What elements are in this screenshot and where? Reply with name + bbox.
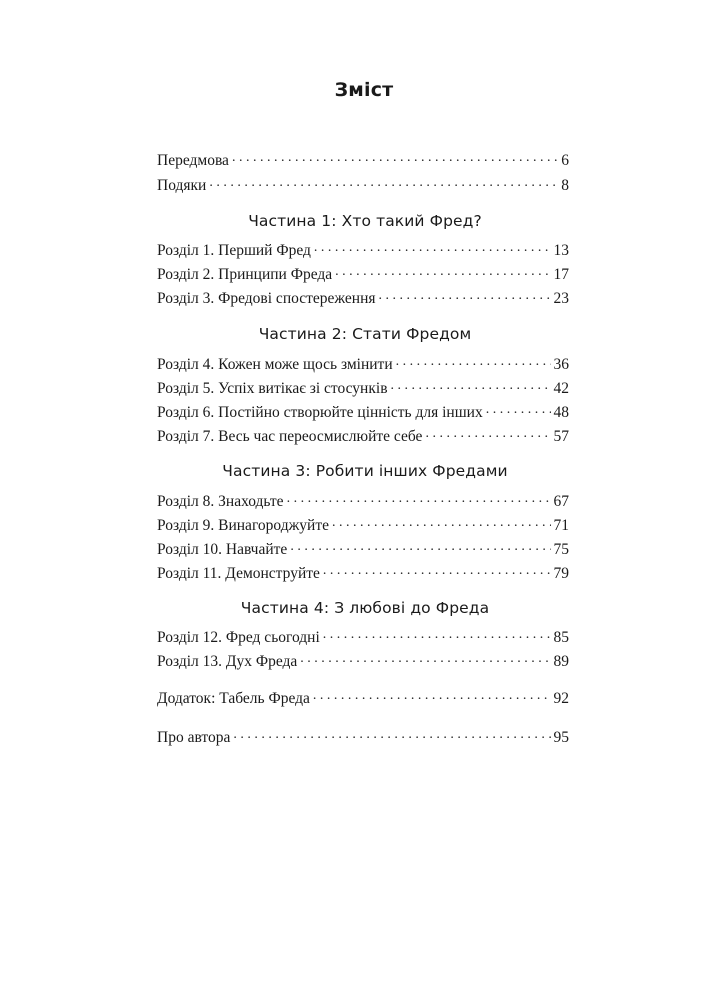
- toc-entry-page: 17: [553, 266, 569, 283]
- toc-entry-page: 79: [553, 565, 569, 582]
- toc-entry: [157, 540, 569, 559]
- toc-entry-label: Розділ 1. Перший Фред: [157, 242, 311, 259]
- part-heading-3: Частина 3: Робити інших Фредами: [222, 462, 508, 480]
- toc-entry-label: Розділ 6. Постійно створюйте цінність для інших: [157, 404, 483, 421]
- toc-entry-page: 85: [553, 629, 569, 646]
- dot-leader: [314, 241, 551, 255]
- toc-entry: [157, 564, 569, 583]
- toc-entry: [157, 628, 569, 647]
- dot-leader: [313, 689, 551, 703]
- toc-entry: [157, 516, 569, 535]
- toc-entry-foreword: [157, 151, 569, 170]
- dot-leader: [287, 492, 551, 506]
- dot-leader: [323, 564, 551, 578]
- toc-entry: [157, 289, 569, 308]
- toc-entry-label: Додаток: Табель Фреда: [157, 690, 310, 707]
- part-heading-2: Частина 2: Стати Фредом: [258, 325, 472, 343]
- toc-entry: [157, 355, 569, 374]
- dot-leader: [232, 151, 558, 165]
- dot-leader: [335, 265, 550, 279]
- toc-entry-about-author: [157, 728, 569, 747]
- toc-entry-appendix: [157, 689, 569, 708]
- toc-entry-label: Передмова: [157, 152, 229, 169]
- toc-entry-acknowledgements: [157, 176, 569, 195]
- part-heading-4: Частина 4: З любові до Фреда: [240, 599, 490, 617]
- dot-leader: [300, 652, 550, 666]
- dot-leader: [425, 427, 550, 441]
- toc-entry: [157, 403, 569, 422]
- toc-entry: [157, 379, 569, 398]
- toc-entry-page: 67: [553, 493, 569, 510]
- toc-entry: [157, 427, 569, 446]
- dot-leader: [323, 628, 551, 642]
- dot-leader: [332, 516, 550, 530]
- toc-entry-page: 92: [553, 690, 569, 707]
- toc-entry-label: Розділ 7. Весь час переосмислюйте себе: [157, 428, 423, 445]
- toc-entry-page: 48: [553, 404, 569, 421]
- toc-entry-page: 23: [553, 290, 569, 307]
- toc-entry-page: 8: [561, 177, 569, 194]
- toc-entry: [157, 265, 569, 284]
- toc-entry-label: Розділ 9. Винагороджуйте: [157, 517, 330, 534]
- toc-entry-label: Розділ 4. Кожен може щось змінити: [157, 356, 393, 373]
- toc-entry-label: Розділ 13. Дух Фреда: [157, 653, 298, 670]
- dot-leader: [396, 355, 551, 369]
- toc-entry-page: 71: [553, 517, 569, 534]
- page-title: Зміст: [334, 79, 394, 101]
- toc-entry-label: Розділ 8. Знаходьте: [157, 493, 284, 510]
- dot-leader: [391, 379, 551, 393]
- toc-entry-page: 6: [561, 152, 569, 169]
- toc-entry-label: Розділ 10. Навчайте: [157, 541, 288, 558]
- toc-entry-page: 42: [553, 380, 569, 397]
- toc-entry-label: Розділ 2. Принципи Фреда: [157, 266, 333, 283]
- dot-leader: [486, 403, 551, 417]
- toc-entry-label: Розділ 11. Демонструйте: [157, 565, 320, 582]
- toc-entry-page: 95: [553, 729, 569, 746]
- toc-entry-page: 89: [553, 653, 569, 670]
- dot-leader: [209, 176, 558, 190]
- toc-entry-page: 36: [553, 356, 569, 373]
- toc-entry: [157, 492, 569, 511]
- toc-entry: [157, 652, 569, 671]
- toc-entry-label: Розділ 5. Успіх витікає зі стосунків: [157, 380, 388, 397]
- toc-entry-page: 75: [553, 541, 569, 558]
- toc-entry: [157, 241, 569, 260]
- dot-leader: [290, 540, 550, 554]
- dot-leader: [379, 289, 551, 303]
- toc-entry-label: Про автора: [157, 729, 231, 746]
- part-heading-1: Частина 1: Хто такий Фред?: [248, 212, 482, 230]
- toc-entry-page: 13: [553, 242, 569, 259]
- toc-entry-label: Розділ 3. Фредові спостереження: [157, 290, 376, 307]
- dot-leader: [233, 728, 550, 742]
- toc-entry-label: Розділ 12. Фред сьогодні: [157, 629, 320, 646]
- toc-entry-label: Подяки: [157, 177, 207, 194]
- toc-entry-page: 57: [553, 428, 569, 445]
